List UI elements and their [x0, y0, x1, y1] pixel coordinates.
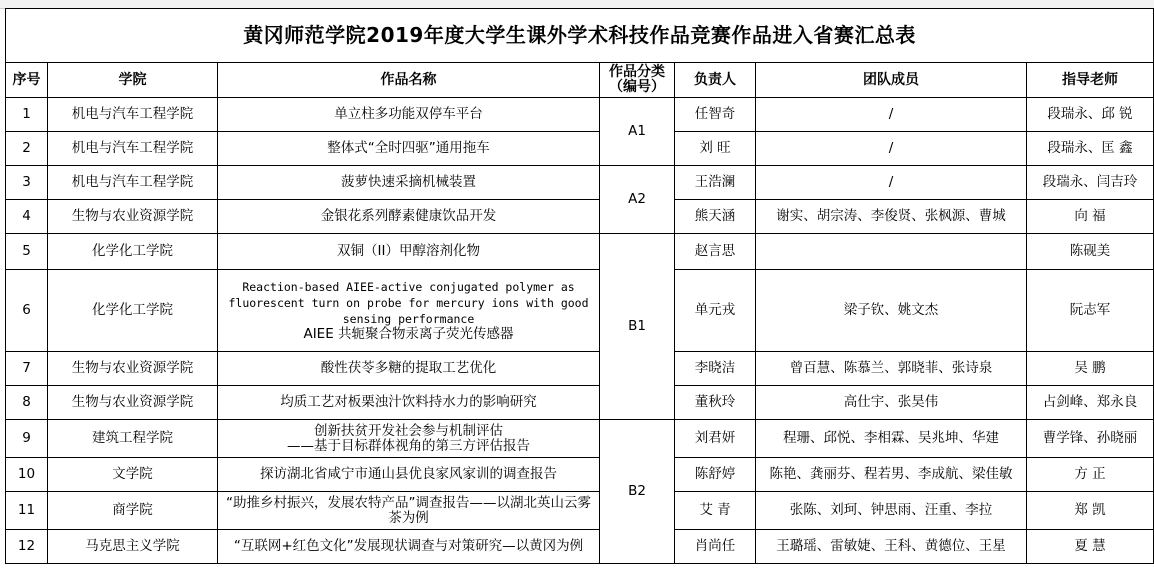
cell-advisor: 陈砚美 — [1027, 234, 1154, 270]
cell-college: 化学化工学院 — [48, 270, 218, 352]
cell-leader: 肖尚任 — [675, 530, 756, 564]
cell-leader: 李晓洁 — [675, 352, 756, 386]
header-work: 作品名称 — [218, 63, 600, 98]
header-leader: 负责人 — [675, 63, 756, 98]
cell-college: 机电与汽车工程学院 — [48, 166, 218, 200]
cell-advisor: 方 正 — [1027, 458, 1154, 492]
cell-team: 高仕宇、张昊伟 — [756, 386, 1027, 420]
cell-leader: 刘君妍 — [675, 420, 756, 458]
header-advisor: 指导老师 — [1027, 63, 1154, 98]
table-row — [6, 132, 1154, 166]
cell-advisor: 段瑞永、邱 锐 — [1027, 98, 1154, 132]
cell-advisor: 郑 凯 — [1027, 492, 1154, 530]
table-row — [6, 166, 1154, 200]
work-title-line2: ——基于目标群体视角的第三方评估报告 — [287, 437, 530, 454]
cell-no: 9 — [6, 420, 48, 458]
cell-work: 探访湖北省咸宁市通山县优良家风家训的调查报告 — [218, 458, 600, 492]
cell-work: 整体式“全时四驱”通用拖车 — [218, 132, 600, 166]
cell-team: / — [756, 98, 1027, 132]
header-no: 序号 — [6, 63, 48, 98]
cell-advisor: 段瑞永、匡 鑫 — [1027, 132, 1154, 166]
cell-team — [756, 234, 1027, 270]
cell-team: / — [756, 132, 1027, 166]
table-row — [6, 270, 1154, 352]
cell-team: 程珊、邱悦、李相霖、吴兆坤、华建 — [756, 420, 1027, 458]
header-row — [6, 63, 1154, 98]
table-row — [6, 200, 1154, 234]
cell-team: / — [756, 166, 1027, 200]
cell-college: 马克思主义学院 — [48, 530, 218, 564]
cell-leader: 赵言思 — [675, 234, 756, 270]
cell-work — [218, 270, 600, 352]
cell-work: 金银花系列酵素健康饮品开发 — [218, 200, 600, 234]
cell-advisor: 向 福 — [1027, 200, 1154, 234]
cell-leader: 任智奇 — [675, 98, 756, 132]
cell-college: 文学院 — [48, 458, 218, 492]
table-row — [6, 530, 1154, 564]
cell-college: 生物与农业资源学院 — [48, 386, 218, 420]
cell-work: “助推乡村振兴，发展农特产品”调查报告——以湖北英山云雾茶为例 — [218, 492, 600, 530]
cell-leader: 董秋玲 — [675, 386, 756, 420]
table-row — [6, 420, 1154, 458]
table-row — [6, 352, 1154, 386]
cell-work: 单立柱多功能双停车平台 — [218, 98, 600, 132]
cell-college: 建筑工程学院 — [48, 420, 218, 458]
cell-advisor: 阮志军 — [1027, 270, 1154, 352]
table-row — [6, 234, 1154, 270]
cell-no: 12 — [6, 530, 48, 564]
work-title-line1: 创新扶贫开发社会参与机制评估 — [314, 422, 503, 439]
cell-no: 11 — [6, 492, 48, 530]
cell-no: 3 — [6, 166, 48, 200]
table-title: 黄冈师范学院2019年度大学生课外学术科技作品竞赛作品进入省赛汇总表 — [6, 9, 1154, 63]
cell-advisor: 夏 慧 — [1027, 530, 1154, 564]
table-row — [6, 386, 1154, 420]
cell-team: 王璐瑶、雷敏婕、王科、黄德位、王星 — [756, 530, 1027, 564]
cell-no: 2 — [6, 132, 48, 166]
cell-leader: 单元戎 — [675, 270, 756, 352]
cell-leader: 艾 青 — [675, 492, 756, 530]
cell-no: 5 — [6, 234, 48, 270]
cell-category: A2 — [600, 166, 675, 234]
cell-work — [218, 420, 600, 458]
cell-advisor: 吴 鹏 — [1027, 352, 1154, 386]
cell-work: 菠萝快速采摘机械装置 — [218, 166, 600, 200]
cell-team: 梁子钦、姚文杰 — [756, 270, 1027, 352]
cell-team: 陈艳、龚丽芬、程若男、李成航、梁佳敏 — [756, 458, 1027, 492]
table-row — [6, 458, 1154, 492]
cell-college: 机电与汽车工程学院 — [48, 132, 218, 166]
cell-advisor: 曹学锋、孙晓丽 — [1027, 420, 1154, 458]
summary-table — [5, 8, 1154, 564]
cell-team: 曾百慧、陈慕兰、郭晓菲、张诗泉 — [756, 352, 1027, 386]
header-team: 团队成员 — [756, 63, 1027, 98]
cell-team: 张陈、刘珂、钟思雨、汪重、李拉 — [756, 492, 1027, 530]
cell-college: 机电与汽车工程学院 — [48, 98, 218, 132]
cell-no: 10 — [6, 458, 48, 492]
cell-college: 化学化工学院 — [48, 234, 218, 270]
cell-category: B1 — [600, 234, 675, 420]
table-row — [6, 492, 1154, 530]
cell-team: 谢实、胡宗涛、李俊贤、张枫源、曹城 — [756, 200, 1027, 234]
cell-category: A1 — [600, 98, 675, 166]
cell-leader: 熊天涵 — [675, 200, 756, 234]
cell-college: 商学院 — [48, 492, 218, 530]
work-title-english: Reaction-based AIEE-active conjugated polymer as fluorescent turn on probe for mercury ions with good sensing performance — [228, 280, 589, 326]
cell-category: B2 — [600, 420, 675, 564]
cell-work: 双铜（II）甲醇溶剂化物 — [218, 234, 600, 270]
cell-advisor: 段瑞永、闫吉玲 — [1027, 166, 1154, 200]
header-category: 作品分类（编号） — [600, 63, 675, 98]
cell-advisor: 占剑峰、郑永良 — [1027, 386, 1154, 420]
cell-no: 1 — [6, 98, 48, 132]
cell-no: 6 — [6, 270, 48, 352]
cell-leader: 刘 旺 — [675, 132, 756, 166]
work-title-chinese: AIEE 共轭聚合物汞离子荧光传感器 — [303, 326, 514, 342]
cell-college: 生物与农业资源学院 — [48, 200, 218, 234]
cell-no: 8 — [6, 386, 48, 420]
cell-work: 均质工艺对板栗浊汁饮料持水力的影响研究 — [218, 386, 600, 420]
table-row — [6, 98, 1154, 132]
cell-work: “互联网+红色文化”发展现状调查与对策研究—以黄冈为例 — [218, 530, 600, 564]
cell-leader: 陈舒婷 — [675, 458, 756, 492]
cell-no: 7 — [6, 352, 48, 386]
cell-leader: 王浩澜 — [675, 166, 756, 200]
cell-no: 4 — [6, 200, 48, 234]
cell-college: 生物与农业资源学院 — [48, 352, 218, 386]
cell-work: 酸性茯苓多糖的提取工艺优化 — [218, 352, 600, 386]
header-college: 学院 — [48, 63, 218, 98]
